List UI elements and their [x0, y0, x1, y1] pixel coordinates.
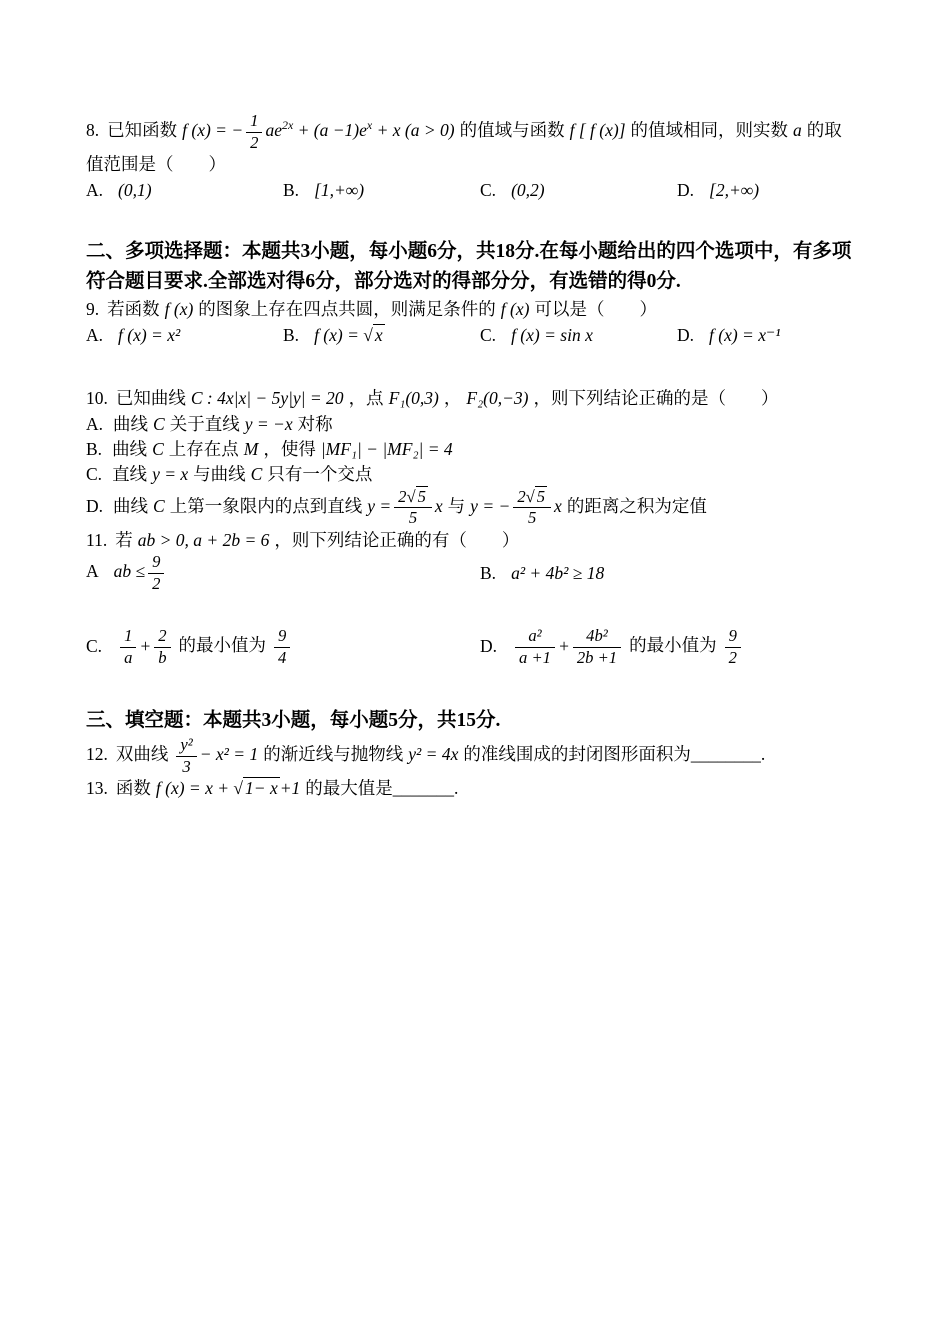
option-value: [1,+∞): [314, 179, 365, 200]
formula-q9-fx-1: f (x): [164, 299, 194, 320]
formula-sum-squares: a² + 4b² ≥ 18: [511, 562, 605, 583]
formula-tail: x: [434, 495, 443, 516]
fraction-1-a: [120, 627, 136, 667]
sqrt-radicand: x: [374, 324, 383, 345]
formula-q13-function: [156, 778, 300, 798]
question-10-option-b: [86, 437, 874, 462]
question-9-text-2: 的图象上存在四点共圆，则满足条件的: [198, 299, 496, 320]
formula-curve-c: C: [153, 413, 165, 434]
formula-curve-c: C: [250, 464, 263, 485]
formula-head: ab ≤: [113, 561, 146, 582]
question-9-text-1: 若函数: [107, 299, 160, 320]
fraction-2root5-over-5: [513, 488, 551, 528]
option-label: D.: [677, 324, 695, 345]
option-label: C.: [86, 464, 103, 485]
fraction-denominator: a: [124, 648, 133, 668]
formula-tail: +1: [279, 778, 301, 799]
fraction-numerator: 9: [725, 627, 741, 648]
question-8-text-1: 已知函数: [107, 120, 178, 141]
question-11-option-c: [86, 627, 480, 667]
question-12-text-2: 的渐近线与抛物线: [263, 744, 404, 765]
option-text: 曲线: [113, 495, 149, 516]
section-2-header-line-1: 二、多项选择题：本题共3小题，每小题6分，共18分.在每小题给出的四个选项中，有多项: [86, 240, 852, 262]
option-text: 与曲线: [193, 464, 246, 485]
question-9-option-b: [283, 323, 480, 348]
question-9-option-a: [86, 323, 283, 348]
fraction-numerator: 4b²: [573, 627, 621, 648]
sqrt-radicand: 5: [417, 486, 426, 506]
question-8-text-2: 的值域与函数: [459, 120, 565, 141]
fraction-a2-a1: [515, 627, 555, 667]
fraction-9-2: [725, 627, 741, 667]
option-text: 上存在点: [168, 438, 239, 459]
formula-line-1: [367, 486, 443, 528]
question-8-number: 8.: [86, 120, 100, 141]
option-label: B.: [283, 179, 300, 200]
option-text: 的最小值为: [629, 635, 717, 656]
formula-q10-curve: C : 4x|x| − 5y|y| = 20: [190, 388, 344, 409]
option-label: B.: [86, 438, 103, 459]
question-10-text-1: 已知曲线: [115, 388, 186, 409]
fraction-denominator: 5: [528, 508, 537, 528]
question-13-text-1: 函数: [115, 778, 151, 799]
formula-q8-term-3: + x (a > 0): [372, 120, 455, 141]
option-text: 直线: [112, 464, 148, 485]
question-10-option-c: [86, 462, 874, 487]
formula-q8-term-2: + (a −1)e: [293, 120, 367, 141]
sqrt-radicand: 1− x: [245, 778, 278, 799]
question-13-text-2: 的最大值是_______.: [305, 778, 459, 799]
formula-q11-condition: ab > 0, a + 2b = 6: [137, 529, 270, 550]
fraction-numerator: 1: [246, 112, 262, 133]
question-9-number: 9.: [86, 299, 100, 320]
fraction-4b2-2b1: [573, 627, 621, 667]
formula-fraction-sum: [512, 626, 624, 668]
question-11-option-a: [86, 553, 480, 593]
formula-curve-c: C: [152, 438, 164, 459]
sqrt-prefix: f (x) = √: [314, 324, 373, 345]
option-text: 只有一个交点: [267, 464, 373, 485]
option-label: C.: [480, 324, 497, 345]
question-10-option-d: [86, 488, 874, 528]
formula-q8-function: [182, 111, 455, 152]
formula-q8-composite: f [ f (x)]: [569, 120, 626, 141]
sqrt-prefix: 2√: [517, 486, 535, 506]
fraction-denominator: b: [158, 648, 167, 668]
fraction-numerator: [394, 488, 432, 509]
question-12-number: 12.: [86, 744, 108, 765]
fraction-9-2: [148, 553, 164, 593]
formula-q8-head: f (x) = −: [182, 120, 244, 141]
question-10-stem: [86, 386, 874, 411]
question-12-text-3: 的准线围成的封闭图形面积为________.: [463, 744, 766, 765]
question-10-number: 10.: [86, 388, 108, 409]
fraction-denominator: 2b +1: [576, 648, 618, 668]
formula-q8-exponent-1: 2x: [282, 118, 294, 133]
question-8-option-d: [677, 178, 874, 203]
option-label: B.: [283, 324, 300, 345]
question-13-number: 13.: [86, 778, 108, 799]
plus-sign: +: [558, 635, 570, 656]
option-value: (0,1): [118, 179, 152, 200]
fraction-numerator: 1: [120, 627, 136, 648]
formula-line-yx: y = x: [152, 464, 189, 485]
question-12-text-1: 双曲线: [115, 744, 169, 765]
option-label: C.: [480, 179, 497, 200]
plus-sign: +: [139, 635, 152, 656]
fraction-2root5-over-5: [394, 488, 432, 528]
sqrt-prefix: 2√: [398, 486, 416, 506]
fraction-denominator: 2: [250, 132, 259, 152]
option-text: ，使得: [263, 438, 316, 459]
option-label: D.: [677, 179, 695, 200]
formula-head: y = −: [470, 495, 511, 516]
fraction-denominator: 2: [152, 573, 161, 593]
question-8-line-2: 值范围是（ ）: [86, 154, 226, 175]
section-2-header-line-2: 符合题目要求.全部选对得6分，部分选对的得部分分，有选错的得0分.: [86, 271, 681, 293]
formula-reciprocal-sum: [117, 626, 173, 668]
fraction-2-b: [154, 627, 170, 667]
question-9-option-d: [677, 323, 874, 348]
question-10-option-a: [86, 412, 874, 437]
option-text: 关于直线: [169, 413, 240, 434]
question-12-stem: [86, 736, 874, 776]
fraction-numerator: 2: [154, 627, 170, 648]
option-value-sqrt: [314, 325, 385, 345]
sqrt-prefix: f (x) = x + √: [155, 778, 244, 799]
fraction-y2-3: [176, 736, 196, 776]
question-11-options-row-1: [86, 553, 874, 593]
question-9-text-3: 可以是（ ）: [534, 299, 657, 320]
fraction-numerator: 9: [274, 627, 290, 648]
question-11-text-1: 若: [115, 529, 133, 550]
formula-hyperbola: [173, 734, 259, 776]
option-label: A: [86, 561, 99, 582]
option-label: A.: [86, 324, 104, 345]
question-11-number: 11.: [86, 529, 108, 550]
option-label: C.: [86, 635, 103, 656]
option-label: A.: [86, 413, 104, 434]
option-text: 曲线: [112, 438, 148, 459]
option-text: 与: [447, 495, 466, 516]
question-11-stem: [86, 528, 874, 553]
question-8-option-a: [86, 178, 283, 203]
question-11-options-row-2: [86, 627, 874, 667]
formula-min-value: [722, 626, 744, 668]
formula-ab-bound: [113, 552, 168, 593]
fraction-denominator: 3: [182, 756, 191, 776]
option-label: A.: [86, 179, 104, 200]
option-value: (0,2): [511, 179, 545, 200]
question-11-option-b: [480, 561, 874, 586]
question-11-option-d: [480, 627, 874, 667]
option-label: B.: [480, 562, 497, 583]
formula-q8-term-1: ae: [265, 120, 282, 141]
question-9-option-c: [480, 323, 677, 348]
option-text: 上第一象限内的点到直线: [169, 495, 363, 516]
fraction-denominator: 5: [408, 508, 418, 528]
formula-curve-c: C: [153, 495, 165, 516]
fraction-numerator: 9: [148, 553, 164, 574]
fraction-one-half: [246, 112, 262, 152]
formula-q10-focus-1: F₁(0,3): [388, 388, 439, 409]
question-8-line-1: [86, 112, 874, 152]
option-value: f (x) = x²: [118, 324, 181, 345]
fraction-denominator: a +1: [519, 648, 551, 668]
question-8-option-b: [283, 178, 480, 203]
option-text: 对称: [297, 413, 333, 434]
formula-parabola: y² = 4x: [408, 744, 459, 765]
fraction-numerator: a²: [515, 627, 555, 648]
formula-distance-difference: |MF₁| − |MF₂| = 4: [320, 438, 453, 459]
option-text: 的距离之积为定值: [566, 495, 707, 516]
fraction-denominator: 2: [728, 648, 737, 668]
formula-min-value: [271, 626, 293, 668]
question-10-text-4: ，则下列结论正确的是（ ）: [533, 388, 779, 409]
sqrt-radicand: 5: [536, 486, 546, 506]
formula-q9-fx-2: f (x): [500, 299, 530, 320]
formula-point-m: M: [243, 438, 259, 459]
formula-q8-exponent-2: x: [366, 118, 373, 133]
option-text: 的最小值为: [178, 635, 266, 656]
question-9-options: [86, 323, 874, 348]
section-3-header: 三、填空题：本题共3小题，每小题5分，共15分.: [86, 709, 501, 731]
question-8-text-3: 的值域相同，则实数: [630, 120, 789, 141]
fraction-denominator: 4: [278, 648, 287, 668]
question-13-stem: [86, 776, 874, 801]
option-label: D.: [86, 495, 104, 516]
option-value: f (x) = sin x: [511, 324, 593, 345]
formula-q10-focus-2: F₂(0,−3): [466, 388, 529, 409]
question-9-stem: [86, 297, 874, 322]
question-8-text-4: 的取: [806, 120, 842, 141]
question-10-text-3: ，: [443, 388, 462, 409]
formula-q8-variable-a: a: [793, 120, 802, 141]
formula-line: y = −x: [244, 413, 293, 434]
option-value: [2,+∞): [709, 179, 760, 200]
formula-head: y =: [367, 495, 392, 516]
option-value: f (x) = x⁻¹: [709, 324, 781, 345]
fraction-numerator: y²: [176, 736, 196, 757]
question-8-option-c: [480, 178, 677, 203]
question-8-options: [86, 178, 874, 203]
formula-tail: x: [554, 495, 562, 516]
question-10-text-2: ，点: [348, 388, 384, 409]
fraction-numerator: [513, 488, 551, 509]
formula-tail: − x² = 1: [199, 744, 259, 765]
fraction-9-4: [274, 627, 290, 667]
option-label: D.: [480, 635, 498, 656]
option-text: 曲线: [113, 413, 149, 434]
question-11-text-2: ，则下列结论正确的有（ ）: [274, 529, 520, 550]
formula-line-2: [470, 486, 562, 528]
